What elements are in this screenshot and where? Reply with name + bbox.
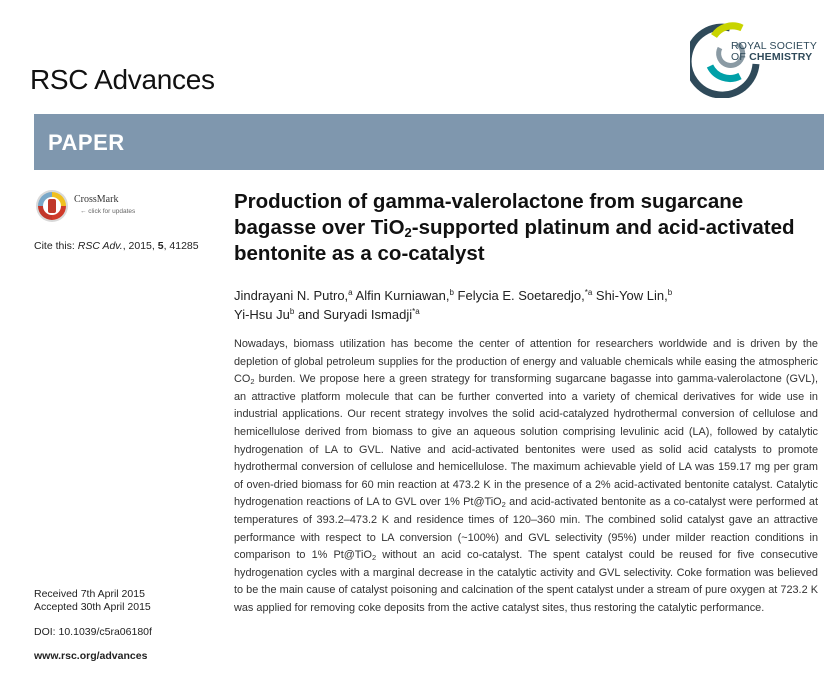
citation (34, 240, 199, 252)
author[interactable]: Felycia E. Soetaredjo,$^{*a}$ (453, 288, 593, 303)
author[interactable]: Yi-Hsu Ju$^b$ (234, 307, 295, 322)
doi[interactable]: DOI: 10.1039/c5ra06180f (34, 626, 152, 638)
abstract: Nowadays, biomass utilization has become the center of attention for researchers worldwide and is driven by the depletion of global petroleum supplies for the production of energy and valuable chemicals while easing the atmospheric $CO_2$ burden. We propose here a green strategy for transforming sugarcane bagasse into gamma-valerolactone (GVL), an attractive platform molecule that can be further converted into a variety of chemical derivatives for wide use in industrial applications. Our recent strategy involves the solid acid-catalyzed hydrothermal conversion of cellulose and hemicellulose derived from biomass to give an aqueous solution comprising levulinic acid (LA), followed by catalytic hydrogenation of LA to GVL. Native and acid-activated bentonites were used as solid acid catalysts to promote hydrothermal conversion of cellulose and hemicellulose. The maximum achievable yield of LA was 159.17 mg per gram of oven-dried biomass for 60 min reaction at 473.2 K in the presence of a 2% acid-activated bentonite catalyst. Catalytic hydrogenation reactions of LA to GVL over 1% Pt@TiO$_2$ and acid-activated bentonite as a co-catalyst were performed at temperatures of 393.2–473.2 K and residence times of 120–360 min. The combined solid catalyst gave an attractive performance with respect to LA conversion (~100%) and GVL selectivity (95%) under milder reaction conditions in comparison to 1% Pt@TiO$_2$ without an acid co-catalyst. The spent catalyst could be reused for five consecutive hydrogenation cycles with a marginal decrease in the catalytic activity and GVL selectivity. Coke formation was believed to be the main cause of catalyst poisoning and calcination of the spent catalyst under a stream of pure oxygen at 723.2 K was applied for removing coke deposits from the active catalyst sites, thus restoring the catalytic performance. (234, 338, 818, 614)
cite-page: , 41285 (163, 240, 199, 252)
author[interactable]: Jindrayani N. Putro,$^a$ (234, 288, 353, 303)
logo-text (731, 41, 817, 63)
author-list (234, 286, 824, 324)
cite-year: , 2015, (122, 240, 158, 252)
cite-volume: 5 (157, 240, 164, 252)
cite-journal: RSC Adv. (77, 240, 123, 252)
author[interactable]: Alfin Kurniawan,$^b$ (352, 288, 454, 303)
cite-prefix: Cite this: (34, 240, 78, 252)
crossmark-subtitle: ← click for updates (80, 208, 136, 215)
logo-ring-teal (710, 66, 740, 78)
received-date: Received 7th April 2015 (34, 588, 145, 600)
paper-banner-label: PAPER (48, 130, 125, 155)
author[interactable]: and Suryadi Ismadji$^{*a}$ (294, 307, 420, 322)
journal-url[interactable]: www.rsc.org/advances (34, 650, 148, 662)
accepted-date: Accepted 30th April 2015 (34, 601, 151, 613)
crossmark-badge[interactable] (34, 188, 144, 224)
author[interactable]: Shi-Yow Lin,$^b$ (592, 288, 673, 303)
crossmark-title: CrossMark (74, 194, 119, 205)
journal-title: RSC Advances (30, 64, 215, 95)
logo-line1: ROYAL SOCIETY (731, 40, 818, 52)
paper-banner (34, 114, 824, 170)
article-title: Production of gamma-valerolactone from sugarcane bagasse over TiO$_2$-supported platinum and acid-activated bentonite as a co-catalyst (234, 190, 795, 265)
crossmark-icon (34, 188, 70, 224)
logo-line2: OF CHEMISTRY (731, 51, 813, 63)
